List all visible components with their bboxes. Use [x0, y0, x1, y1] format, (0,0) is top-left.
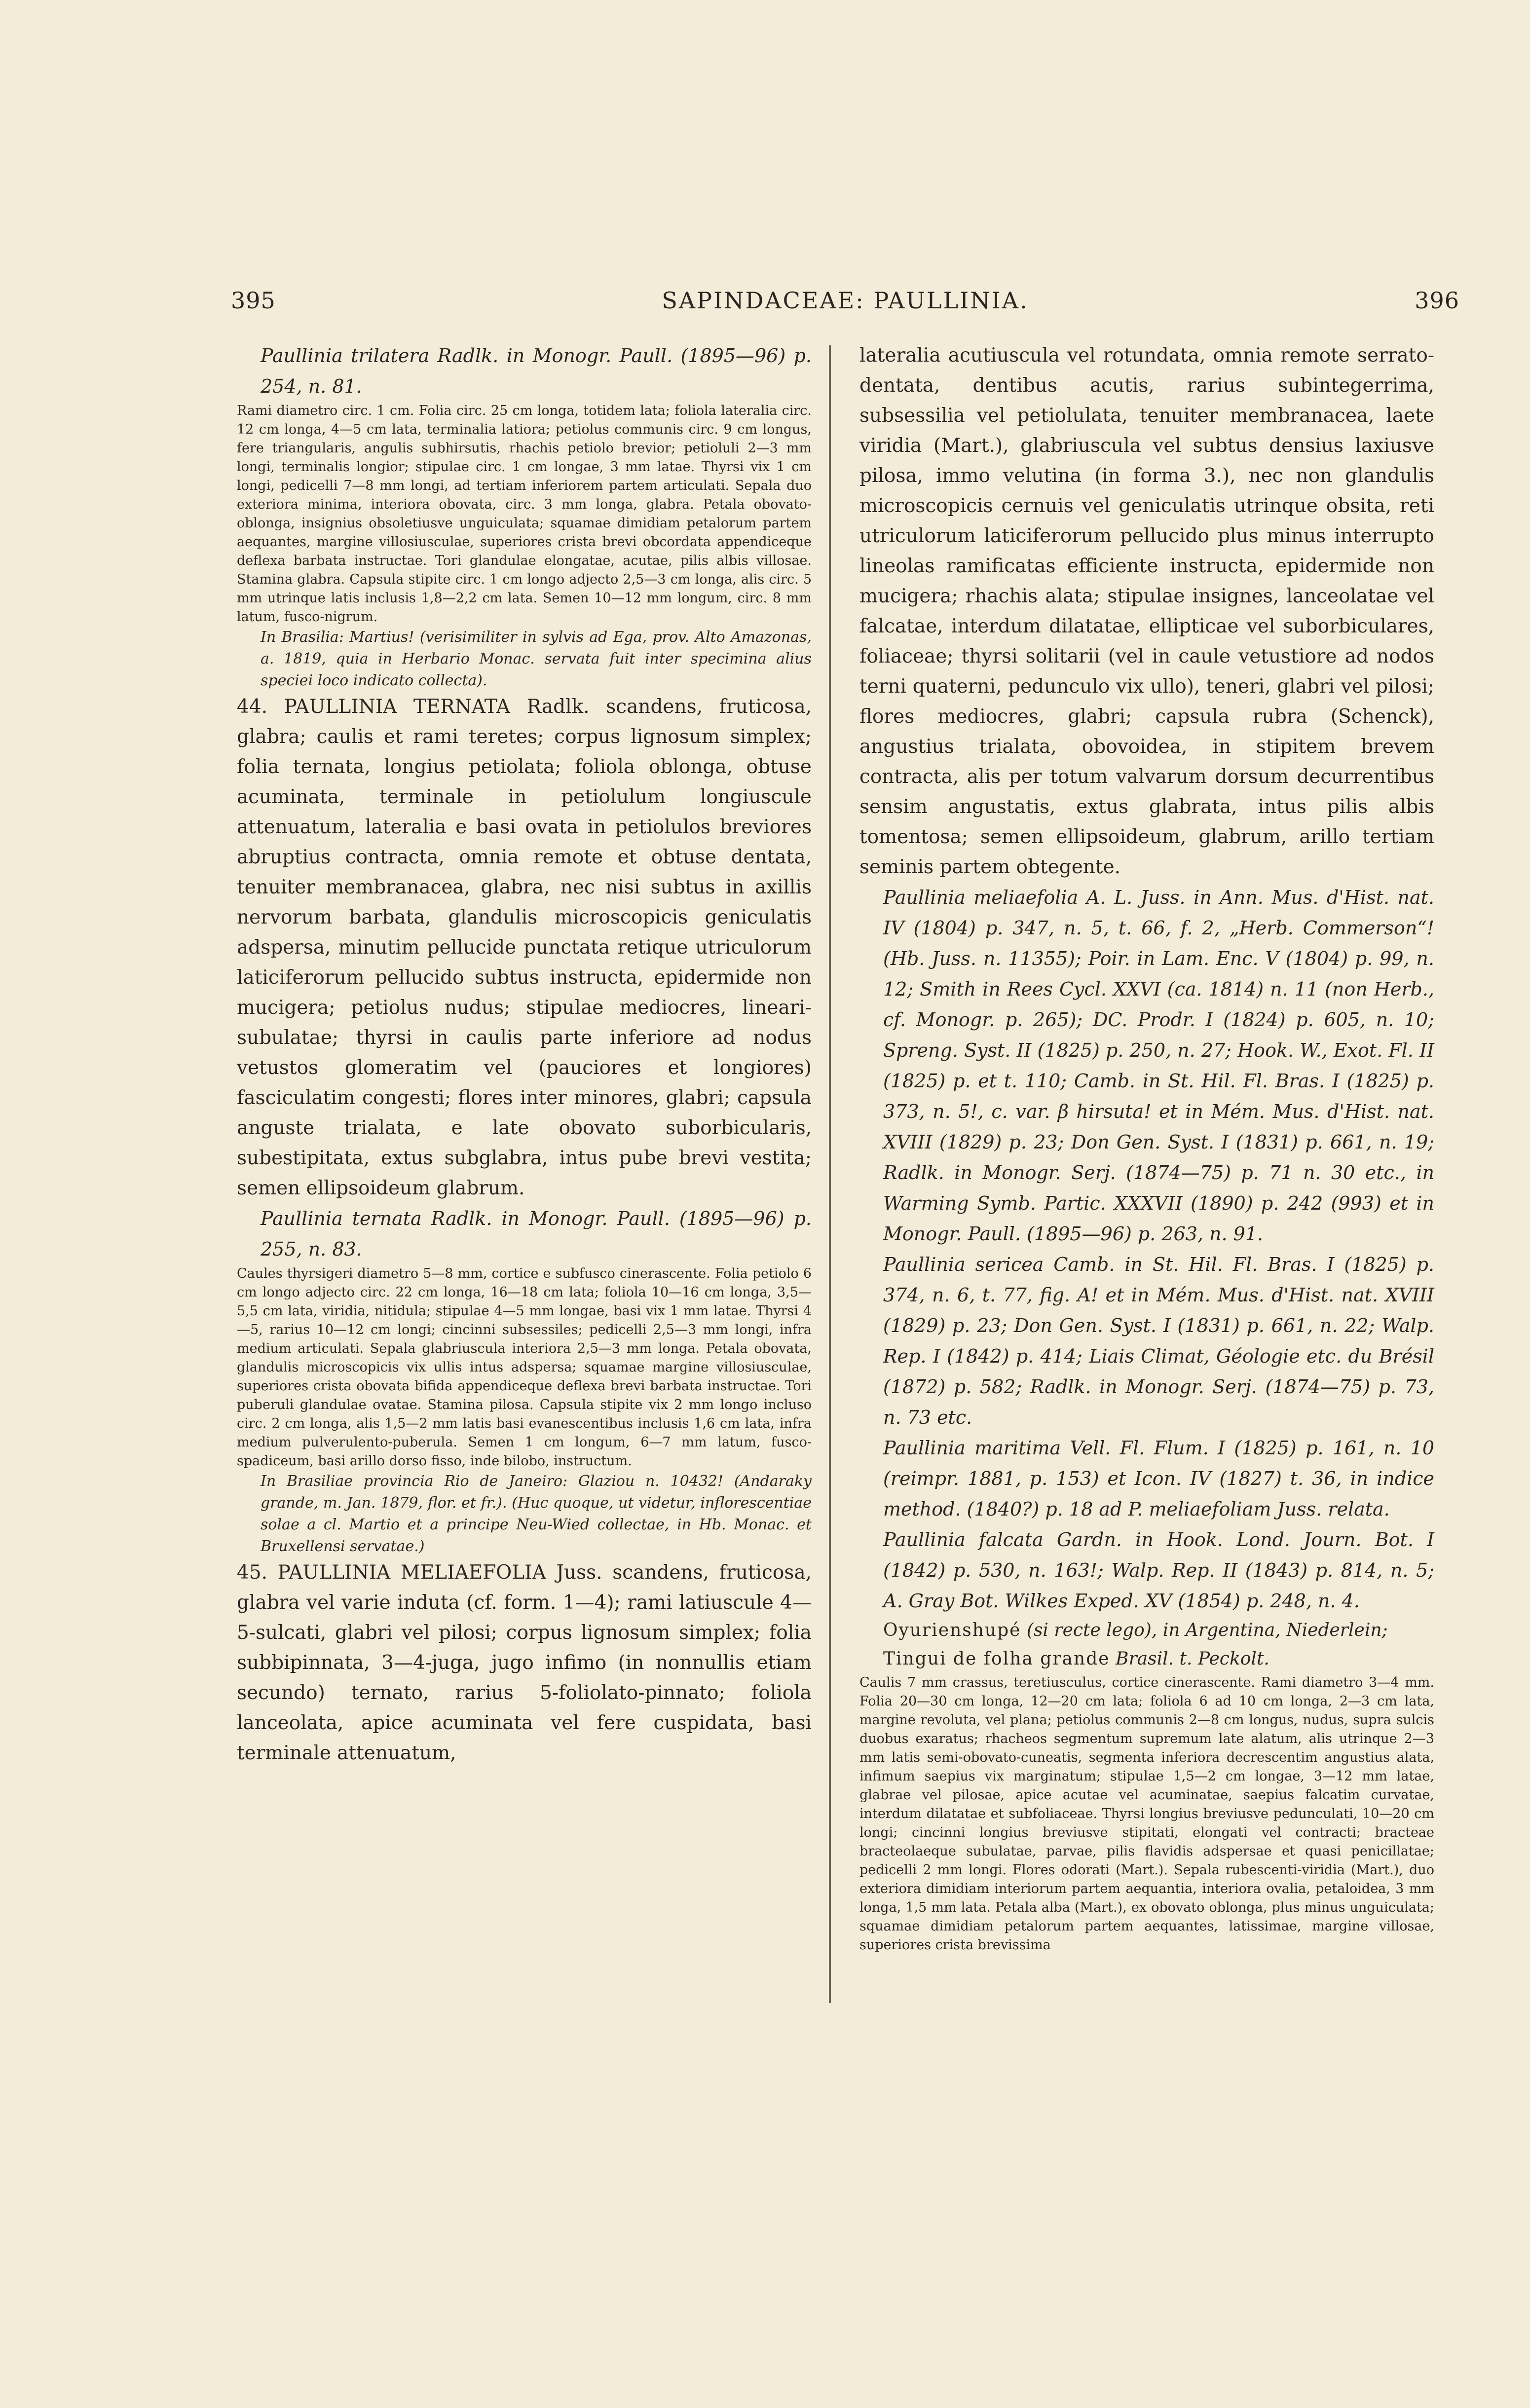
reference-maritima: Paullinia maritima Vell. Fl. Flum. I (1825) p. 161, n. 10 (reimpr. 1881, p. 153) et Icon. IV (1827) t. 36, in indice method. (1840?) p. 18 ad P. meliaefoliam Juss. relata. [883, 1437, 1434, 1520]
reference-trilatera: Paullinia trilatera Radlk. in Monogr. Paull. (1895—96) p. 254, n. 81. [261, 345, 812, 397]
vernacular-name-2: Tingui de folha grande [883, 1649, 1110, 1669]
reference-sericea: Paullinia sericea Camb. in St. Hil. Fl. Bras. I (1825) p. 374, n. 6, t. 77, fig. A! et in Mém. Mus. d'Hist. nat. XVIII (1829) p. 23; Don Gen. Syst. I (1831) p. 661, n. 22; Walp. Rep. I (1842) p. 414; Liais Climat, Géologie etc. du Brésil (1872) p. 582; Radlk. in Monogr. Serj. (1874—75) p. 73, n. 73 etc. [883, 1254, 1434, 1428]
diagnosis-meliaefolia-continued: lateralia acutiuscula vel rotundata, omnia remote serrato-dentata, dentibus acutis, rarius subintegerrima, subsessilia vel petiolulata, tenuiter membranacea, laete viridia (Mart.), glabriuscula vel subtus densius laxiusve pilosa, immo velutina (in forma 3.), nec non glandulis microscopicis cernuis vel geniculatis utrinque obsita, reti utriculorum laticiferorum pellucido plus minus interrupto lineolas ramificatas efficiente instructa, epidermide non mucigera; rhachis alata; stipulae insignes, lanceolatae vel falcatae, interdum dilatatae, ellipticae vel suborbiculares, foliaceae; thyrsi solitarii (vel in caule vetustiore ad nodos terni quaterni, pedunculo vix ullo), teneri, glabri vel pilosi; flores mediocres, glabri; capsula rubra (Schenck), angustius trialata, obovoidea, in stipitem brevem contracta, alis per totum valvarum dorsum decurrentibus sensim angustatis, extus glabrata, intus pilis albis tomentosa; semen ellipsoideum, glabrum, arillo tertiam seminis partem obtegente. [859, 344, 1434, 878]
reference-falcata: Paullinia falcata Gardn. in Hook. Lond. Journ. Bot. I (1842) p. 530, n. 163!; Walp. Rep. II (1843) p. 814, n. 5; A. Gray Bot. Wilkes Exped. XV (1854) p. 248, n. 4. [883, 1529, 1434, 1612]
right-column [859, 340, 1434, 1955]
reference-meliaefolia-juss: Paullinia meliaefolia A. L. Juss. in Ann. Mus. d'Hist. nat. IV (1804) p. 347, n. 5, t. 66, f. 2, „Herb. Commerson“! (Hb. Juss. n. 11355); Poir. in Lam. Enc. V (1804) p. 99, n. 12; Smith in Rees Cycl. XXVI (ca. 1814) n. 11 (non Herb., cf. Monogr. p. 265); DC. Prodr. I (1824) p. 605, n. 10; Spreng. Syst. II (1825) p. 250, n. 27; Hook. W., Exot. Fl. II (1825) p. et t. 110; Camb. in St. Hil. Fl. Bras. I (1825) p. 373, n. 5!, c. var. β hirsuta! et in Mém. Mus. d'Hist. nat. XVIII (1829) p. 23; Don Gen. Syst. I (1831) p. 661, n. 19; Radlk. in Monogr. Serj. (1874—75) p. 71 n. 30 etc., in Warming Symb. Partic. XXXVII (1890) p. 242 (993) et in Monogr. Paull. (1895—96) p. 263, n. 91. [883, 887, 1434, 1245]
diagnosis-meliaefolia: 45. PAULLINIA MELIAEFOLIA Juss. scandens, fruticosa, glabra vel varie induta (cf. form. 1—4); rami latiusculе 4—5-sulcati, glabri vel pilosi; corpus lignosum simplex; folia subbipinnata, 3—4-juga, jugo infimo (in nonnullis etiam secundo) ternato, rarius 5-foliolato-pinnato; foliola lanceolata, apice acuminata vel fere cuspidata, basi terminale attenuatum, [237, 1561, 812, 1764]
vernacular-note-2: Brasil. t. Peckolt. [1116, 1649, 1269, 1669]
page-header [231, 287, 1459, 317]
vernacular-name-1: Oyurienshupé [883, 1620, 1021, 1640]
locality-trilatera: In Brasilia: Martius! (verisimiliter in sylvis ad Ega, prov. Alto Amazonas, a. 1819, quia in Herbario Monac. servata fuit inter specimina alius speciei loco indicato collecta). [261, 629, 812, 689]
page-number-right: 396 [1415, 287, 1459, 314]
running-title: SAPINDACEAE: PAULLINIA. [662, 287, 1029, 314]
left-column [237, 340, 812, 1768]
locality-ternata: In Brasiliae provincia Rio de Janeiro: Glaziou n. 10432! (Andaraky grande, m. Jan. 1879, flor. et fr.). (Huc quoque, ut videtur, inflorescentiae solae a cl. Martio et a principe Neu-Wied collectae, in Hb. Monac. et Bruxellensi servatae.) [261, 1473, 812, 1555]
column-divider [829, 345, 831, 2003]
description-meliaefolia: Caulis 7 mm crassus, teretiusculus, cortice cinerascente. Rami diametro 3—4 mm. Folia 20—30 cm longa, 12—20 cm lata; foliola 6 ad 10 cm longa, 2—3 cm lata, margine revoluta, vel plana; petiolus communis 2—8 cm longus, nudus, supra sulcis duobus exaratus; rhacheos segmentum supremum late alatum, alis utrinque 2—3 mm latis semi-obovato-cuneatis, segmenta inferiora decrescentim angustius alata, infimum saepius vix marginatum; stipulae 1,5—2 cm longae, 3—12 mm latae, glabrae vel pilosae, apice acutae vel acuminatae, saepius falcatim curvatae, interdum dilatatae et subfoliaceae. Thyrsi longius breviusve pedunculati, 10—20 cm longi; cincinni longius breviusve stipitati, elongati vel contracti; bracteae bracteolaeque subulatae, parvae, pilis flavidis adspersae et quasi penicillatae; pedicelli 2 mm longi. Flores odorati (Mart.). Sepala rubescenti-viridia (Mart.), duo exteriora dimidiam interiorum partem aequantia, interiora ovalia, petaloidea, 3 mm longa, 1,5 mm lata. Petala alba (Mart.), ex obovato oblonga, plus minus unguiculata; squamae dimidiam petalorum partem aequantes, latissimae, margine villosae, superiores crista brevissima [859, 1675, 1434, 1953]
description-trilatera: Rami diametro circ. 1 cm. Folia circ. 25 cm longa, totidem lata; foliola lateralia circ. 12 cm longa, 4—5 cm lata, terminalia latiora; petiolus communis circ. 9 cm longus, fere triangularis, angulis subhirsutis, rhachis petiolo brevior; petioluli 2—3 mm longi, terminalis longior; stipulae circ. 1 cm longae, 3 mm latae. Thyrsi vix 1 cm longi, pedicelli 7—8 mm longi, ad tertiam inferiorem partem articulati. Sepala duo exteriora minima, interiora obovata, circ. 3 mm longa, glabra. Petala obovato-oblonga, insignius obsoletiusve unguiculata; squamae dimidiam petalorum partem aequantes, margine villosiusculae, superiores crista brevi obcordata appendiceque deflexa barbata instructae. Tori glandulae elongatae, acutae, pilis albis villosae. Stamina glabra. Capsula stipite circ. 1 cm longo adjecto 2,5—3 cm longa, alis circ. 5 mm utrinque latis inclusis 1,8—2,2 cm lata. Semen 10—12 mm longum, circ. 8 mm latum, fusco-nigrum. [237, 403, 812, 625]
page-number-left: 395 [231, 287, 276, 314]
vernacular-note-1: (si recte lego), in Argentina, Niederlein; [1026, 1620, 1388, 1640]
diagnosis-ternata: 44. PAULLINIA TERNATA Radlk. scandens, fruticosa, glabra; caulis et rami teretes; corpus lignosum simplex; folia ternata, longius petiolata; foliola oblonga, obtuse acuminata, terminale in petiolulum longiusculе attenuatum, lateralia e basi ovata in petiolulos breviores abruptius contracta, omnia remote et obtuse dentata, tenuiter membranacea, glabra, nec nisi subtus in axillis nervorum barbata, glandulis microscopicis geniculatis adspersa, minutim pellucide punctata retique utriculorum laticiferorum pellucido subtus instructa, epidermide non mucigera; petiolus nudus; stipulae mediocres, lineari-subulatae; thyrsi in caulis parte inferiore ad nodus vetustos glomeratim vel (pauciores et longiores) fasciculatim congesti; flores inter minores, glabri; capsula anguste trialata, e late obovato suborbicularis, subestipitata, extus subglabra, intus pube brevi vestita; semen ellipsoideum glabrum. [237, 696, 812, 1199]
vernacular-names [859, 1616, 1434, 1673]
description-ternata: Caules thyrsigeri diametro 5—8 mm, cortice e subfusco cinerascente. Folia petiolo 6 cm longo adjecto circ. 22 cm longa, 16—18 cm lata; foliola 10—16 cm longa, 3,5—5,5 cm lata, viridia, nitidula; stipulae 4—5 mm longae, basi vix 1 mm latae. Thyrsi 4—5, rarius 10—12 cm longi; cincinni subsessiles; pedicelli 2,5—3 mm longi, infra medium articulati. Sepala glabriuscula interiora 2,5—3 mm longa. Petala obovata, glandulis microscopicis vix ullis intus adspersa; squamae margine villosiusculae, superiores crista obovata bifida appendiceque deflexa brevi barbata instructae. Tori puberuli glandulae ovatae. Stamina pilosa. Capsula stipite vix 2 mm longo incluso circ. 2 cm longa, alis 1,5—2 mm latis basi evanescentibus inclusis 1,6 cm lata, infra medium pulverulento-puberula. Semen 1 cm longum, 6—7 mm latum, fusco-spadiceum, basi arillo dorso fisso, inde bilobo, instructum. [237, 1266, 812, 1469]
reference-ternata: Paullinia ternata Radlk. in Monogr. Paull. (1895—96) p. 255, n. 83. [261, 1208, 812, 1260]
